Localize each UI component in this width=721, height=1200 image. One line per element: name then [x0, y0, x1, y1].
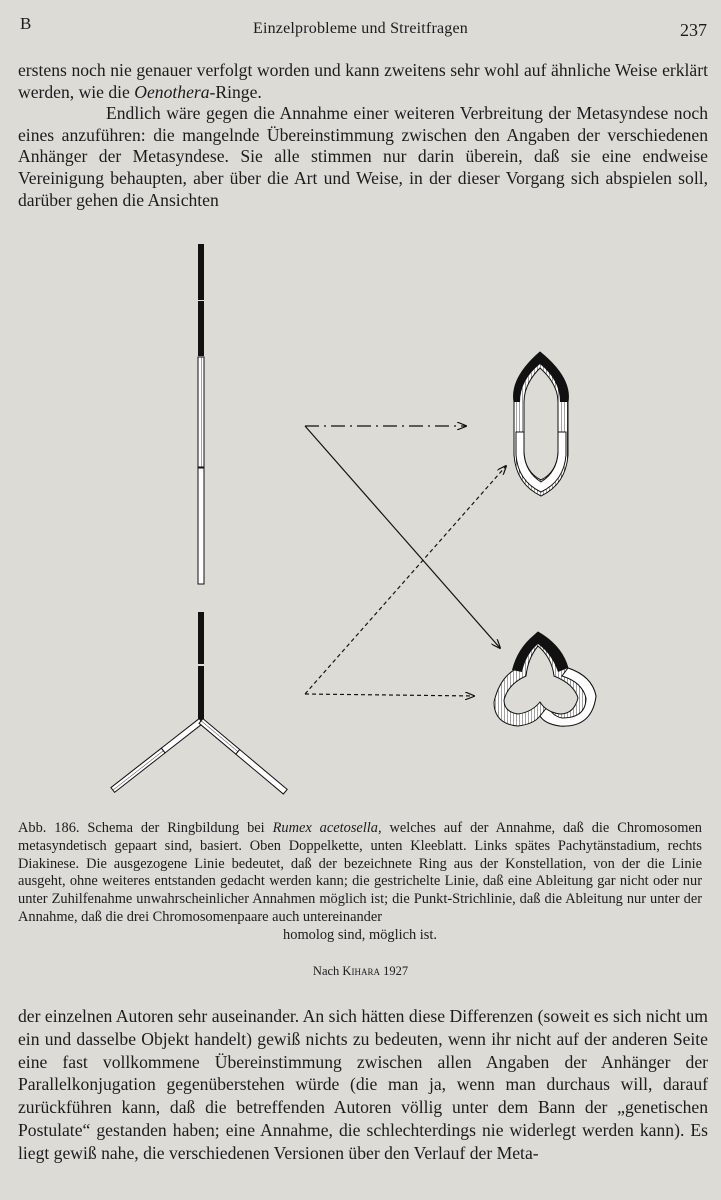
chain-segment-black [198, 244, 204, 300]
credit-author: Kihara [342, 964, 380, 978]
figure-credit: Nach Kihara 1927 [312, 964, 409, 978]
paragraph-2: Endlich wäre gegen die Annahme einer weiteren Verbreitung der Metasyndese noch eines anzuführen: die mangelnde Übereinstimmung zwischen den Angaben der verschiedenen Anhänger der Metasyndese. Sie alle stimmen nur darin überein, daß sie eine endweise Vereinigung behaupten, aber über die Art und Weise, in der dieser Vorgang sich abspielen soll, darüber gehen die Ansichten [18, 103, 708, 210]
lower-tripod [111, 612, 287, 794]
tripod-segment-black [198, 666, 204, 722]
chain-segment-hatched [198, 357, 204, 467]
body-text-bottom [18, 1005, 708, 1165]
page-number: 237 [680, 20, 707, 40]
upper-ring [514, 352, 569, 496]
upper-chain [198, 244, 204, 584]
solid-arrow [305, 426, 500, 648]
lower-ring [494, 632, 596, 726]
species-name: Rumex acetosella, [272, 820, 382, 836]
paragraph-1: erstens noch nie genauer verfolgt worden und kann zweitens sehr wohl auf ähnliche Weise erklärt werden, wie die Oenothera-Ringe. [18, 60, 708, 102]
page-header [0, 14, 721, 42]
paragraph-3: der einzelnen Autoren sehr auseinander. An sich hätten diese Differenzen (soweit es sich nicht um ein und dasselbe Objekt handelt) gewiß nichts zu bedeuten, wenn ihr nicht auf der anderen Seite eine fast vollkommene Übereinstimmung zwischen allen Angaben der Anhänger der Parallelkonjugation gegenüberstehen würde (die man ja, wenn man durchaus will, darauf zurückführen kann, daß die betreffenden Autoren völlig unter dem Bann der „genetischen Postulate“ gestanden haben; eine Annahme, die schlechterdings nie widerlegt werden kann). Es liegt gewiß nahe, die verschiedenen Versionen über den Verlauf der Meta- [18, 1006, 708, 1163]
genus-name: Oenothera [134, 81, 210, 102]
running-title: Einzelprobleme und Streitfragen [252, 20, 468, 37]
dashed-arrow-up [305, 466, 506, 694]
body-text-top [18, 60, 708, 211]
signature-mark: B [20, 14, 32, 33]
figure-caption: Abb. 186. Schema der Ringbildung bei Rumex acetosella, welches auf der Annahme, daß die Chromosomen metasyndetisch gepaart sind, basiert. Oben Doppelkette, unten Kleeblatt. Links spätes Pachytänstadium, rechts Diakinese. Die ausgezogene Linie bedeutet, daß der bezeichnete Ring aus der Konstellation, von der die Linie ausgeht, ohne weiteres entstanden gedacht werden kann; die gestrichelte Linie, daß eine Ableitung gar nicht oder nur unter Zuhilfenahme unwahrscheinlicher Annahmen möglich ist; die Punkt-Strichlinie, daß die Ableitung nur unter der Annahme, daß die drei Chromosomenpaare auch untereinander homolog sind, möglich ist. [18, 820, 702, 943]
dashed-arrow-right [305, 694, 474, 696]
tripod-segment-black [198, 612, 204, 664]
chain-segment-black [198, 301, 204, 356]
figure-label: Abb. 186. [18, 820, 80, 836]
tripod-right-arm [199, 719, 287, 794]
figure-ring-formation-diagram [0, 230, 721, 810]
chain-segment-white [198, 468, 204, 584]
tripod-left-arm [111, 719, 203, 793]
